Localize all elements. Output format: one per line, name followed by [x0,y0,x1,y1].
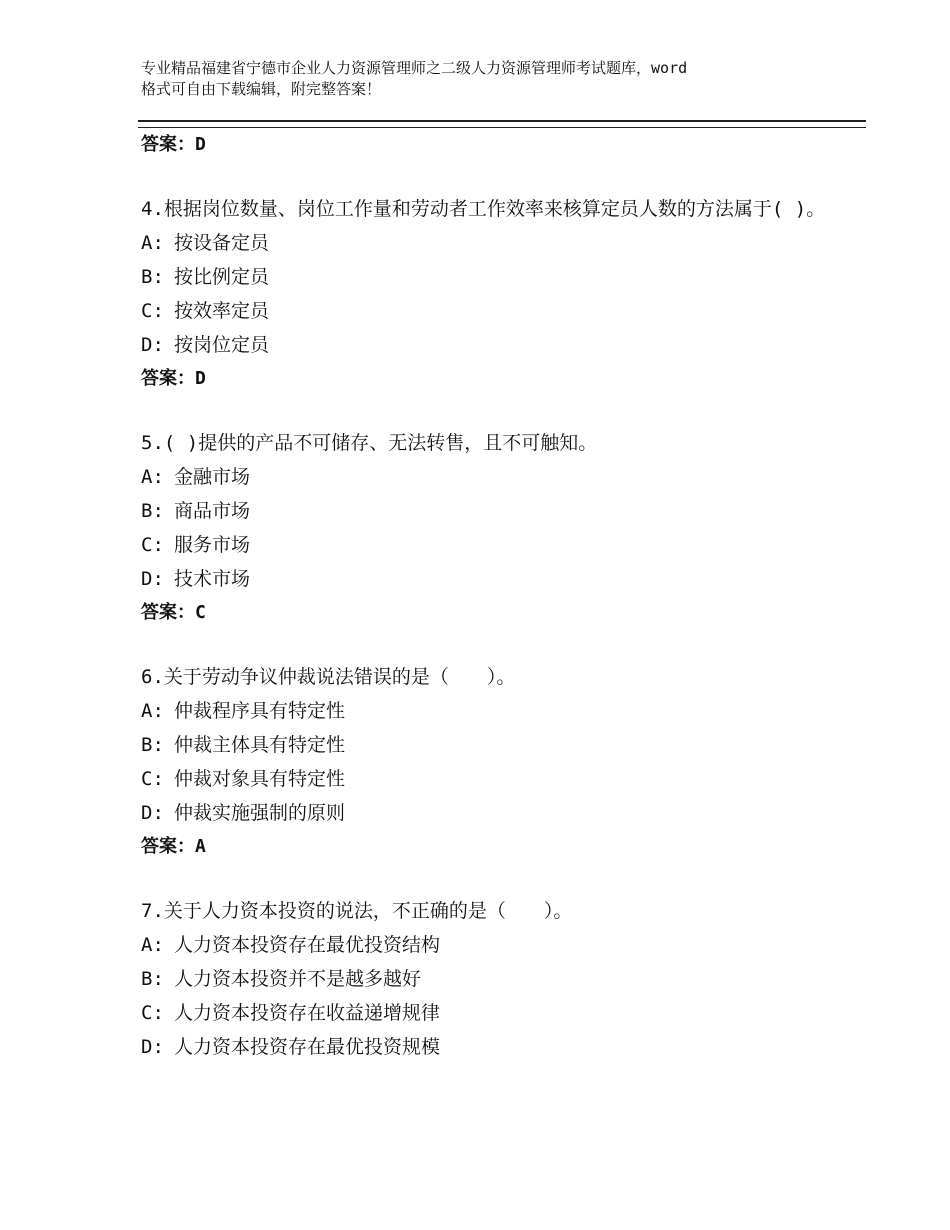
option-text: 服务市场 [174,534,251,556]
previous-answer: 答案：D [141,134,206,155]
option-d [141,562,841,596]
option-letter: A: [141,232,164,254]
option-letter: A: [141,934,164,956]
option-text: 按设备定员 [174,232,270,254]
option-a [141,460,841,494]
option-text: 人力资本投资存在最优投资结构 [174,934,441,956]
option-letter: B: [141,266,164,288]
option-text: 技术市场 [174,568,251,590]
question-answer: 答案：D [141,368,206,389]
option-c [141,528,841,562]
question-6 [141,660,841,864]
option-b [141,728,841,762]
option-letter: C: [141,1002,164,1024]
option-letter: A: [141,700,164,722]
option-text: 金融市场 [174,466,251,488]
question-answer: 答案：A [141,836,206,857]
option-a [141,928,841,962]
question-stem: 5.( )提供的产品不可储存、无法转售，且不可触知。 [141,432,598,454]
question-7 [141,894,841,1064]
option-letter: C: [141,768,164,790]
option-text: 仲裁实施强制的原则 [174,802,346,824]
option-letter: C: [141,534,164,556]
option-c [141,996,841,1030]
option-letter: B: [141,968,164,990]
option-b [141,260,841,294]
option-c [141,294,841,328]
option-text: 按岗位定员 [174,334,270,356]
option-text: 商品市场 [174,500,251,522]
option-text: 人力资本投资存在收益递增规律 [174,1002,441,1024]
option-c [141,762,841,796]
option-a [141,226,841,260]
question-answer: 答案：C [141,602,206,623]
option-text: 按比例定员 [174,266,270,288]
option-text: 按效率定员 [174,300,270,322]
option-text: 人力资本投资并不是越多越好 [174,968,422,990]
header-line-2: 格式可自由下载编辑，附完整答案！ [141,80,382,98]
document-header [141,58,861,100]
option-text: 仲裁程序具有特定性 [174,700,346,722]
option-text: 仲裁主体具有特定性 [174,734,346,756]
option-letter: D: [141,802,164,824]
question-4 [141,192,841,396]
question-list [141,126,841,1064]
header-line-1: 专业精品福建省宁德市企业人力资源管理师之二级人力资源管理师考试题库，word [141,59,688,77]
option-letter: D: [141,334,164,356]
option-b [141,962,841,996]
option-b [141,494,841,528]
option-a [141,694,841,728]
option-text: 人力资本投资存在最优投资规模 [174,1036,441,1058]
question-5 [141,426,841,630]
option-letter: A: [141,466,164,488]
option-letter: D: [141,568,164,590]
option-text: 仲裁对象具有特定性 [174,768,346,790]
question-stem: 4.根据岗位数量、岗位工作量和劳动者工作效率来核算定员人数的方法属于( )。 [141,198,826,220]
option-letter: B: [141,734,164,756]
question-stem: 6.关于劳动争议仲裁说法错误的是（ ）。 [141,666,516,688]
option-letter: C: [141,300,164,322]
option-d [141,796,841,830]
option-d [141,1030,841,1064]
option-d [141,328,841,362]
question-stem: 7.关于人力资本投资的说法，不正确的是（ ）。 [141,900,573,922]
option-letter: B: [141,500,164,522]
option-letter: D: [141,1036,164,1058]
